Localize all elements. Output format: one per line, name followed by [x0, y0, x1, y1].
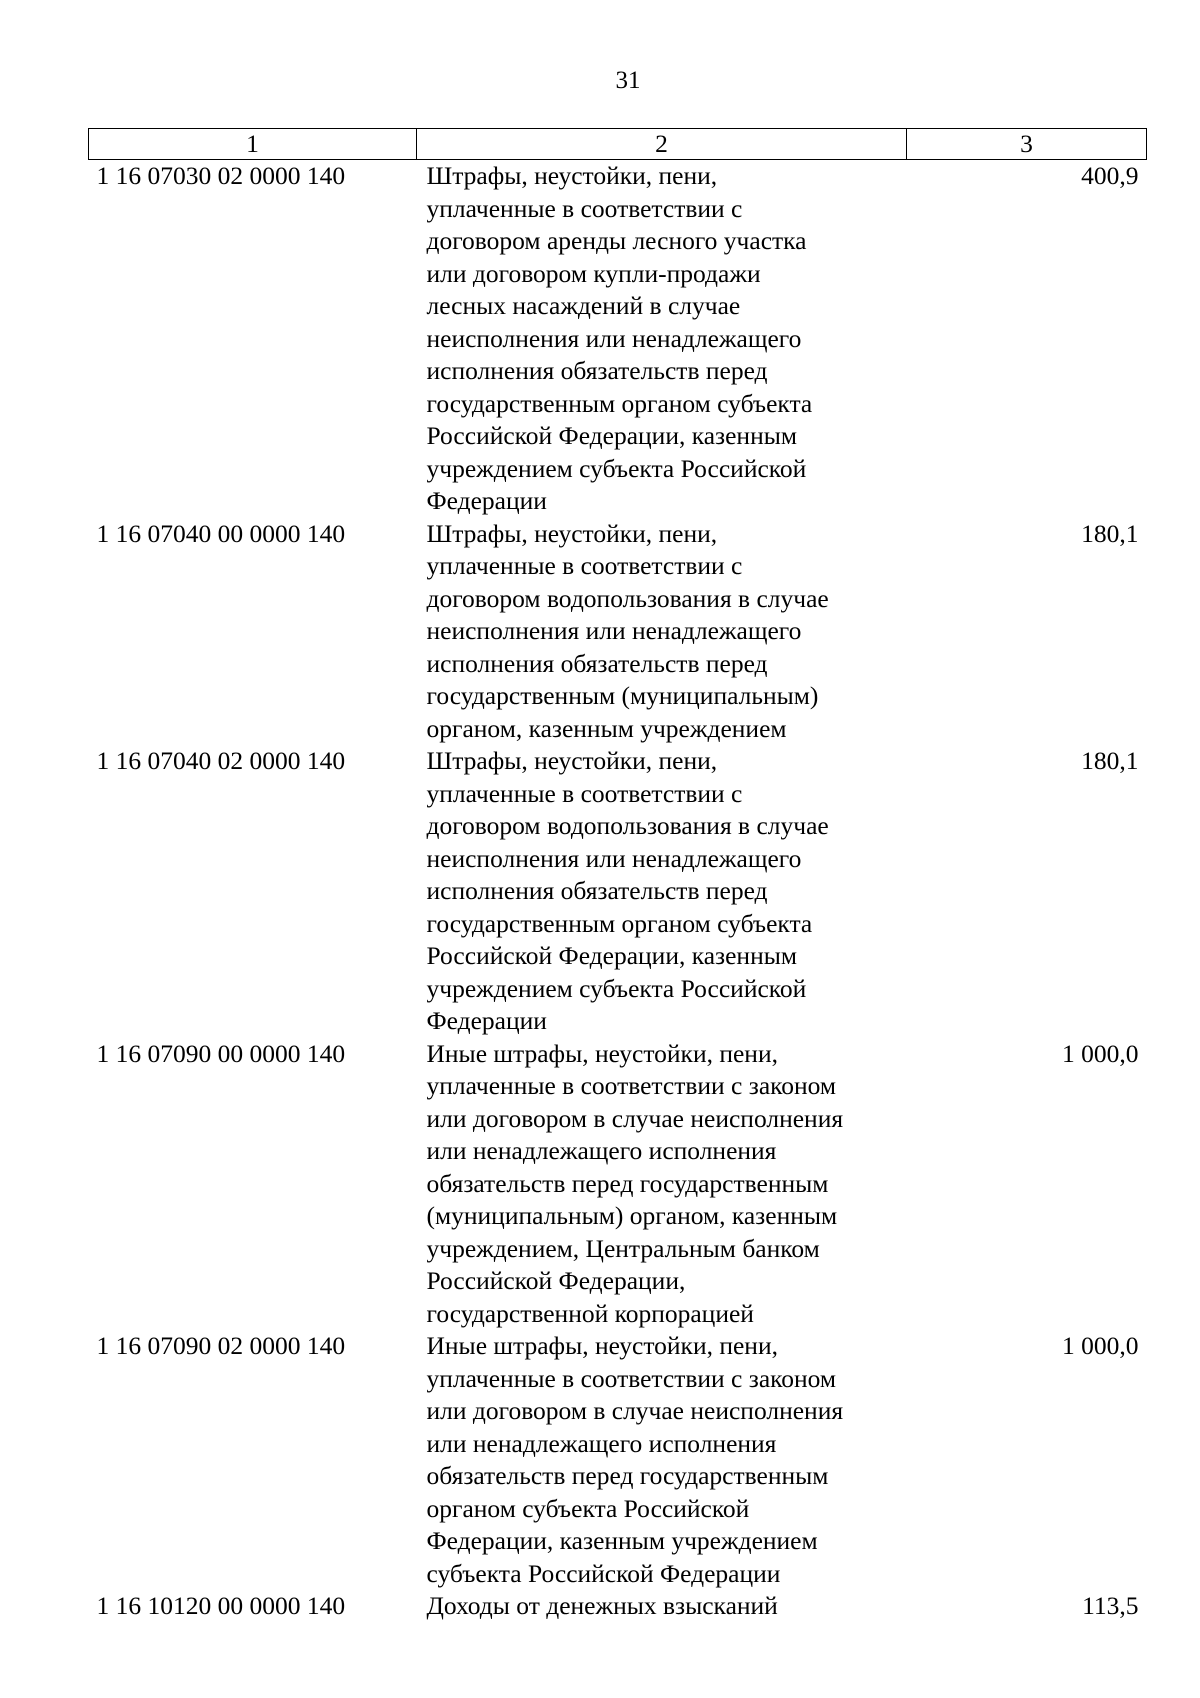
- budget-table: [88, 128, 1147, 1623]
- revenue-code: 1 16 10120 00 0000 140: [96, 1591, 346, 1620]
- table-row: [89, 1330, 1147, 1590]
- description-line: Федерации: [426, 1006, 547, 1035]
- table-row: [89, 745, 1147, 1038]
- description-line: исполнения обязательств перед: [426, 876, 768, 905]
- description-line: государственным органом субъекта: [426, 908, 813, 938]
- description-line: государственным органом субъекта: [426, 388, 813, 418]
- description-line: Доходы от денежных взысканий: [426, 1591, 778, 1620]
- description-line: исполнения обязательств перед: [426, 648, 768, 678]
- revenue-amount: 1 000,0: [1062, 1038, 1139, 1068]
- revenue-amount: 113,5: [1082, 1591, 1139, 1620]
- description-line: государственной корпорацией: [426, 1298, 754, 1328]
- description-line: учреждением, Центральным банком: [426, 1233, 820, 1263]
- revenue-description: [417, 518, 907, 746]
- description-line: Иные штрафы, неустойки, пени,: [426, 1038, 778, 1068]
- description-line: или ненадлежащего исполнения: [426, 1136, 777, 1165]
- description-line: государственным (муниципальным): [426, 681, 819, 710]
- revenue-amount: 180,1: [1081, 746, 1139, 775]
- description-line: обязательств перед государственным: [426, 1461, 829, 1490]
- revenue-description: [417, 1038, 907, 1331]
- table-row: [89, 160, 1147, 518]
- revenue-description: [417, 160, 907, 518]
- revenue-amount: 1 000,0: [1062, 1331, 1139, 1360]
- description-line: Штрафы, неустойки, пени,: [426, 518, 718, 548]
- description-line: договором водопользования в случае: [426, 811, 829, 840]
- table-row: [89, 1038, 1147, 1331]
- page-number: 31: [615, 67, 641, 94]
- description-line: Федерации: [426, 486, 547, 515]
- table-row: [89, 1590, 1147, 1623]
- description-line: Федерации, казенным учреждением: [426, 1526, 818, 1555]
- description-line: обязательств перед государственным: [426, 1168, 829, 1198]
- description-line: уплаченные в соответствии с: [426, 551, 743, 580]
- description-line: Штрафы, неустойки, пени,: [426, 746, 718, 775]
- description-line: Штрафы, неустойки, пени,: [426, 161, 718, 190]
- revenue-code: 1 16 07090 02 0000 140: [96, 1331, 346, 1360]
- description-line: неисполнения или ненадлежащего: [426, 616, 802, 645]
- description-line: договором аренды лесного участка: [426, 226, 807, 255]
- description-line: лесных насаждений в случае: [426, 291, 741, 320]
- table-row: [89, 518, 1147, 746]
- revenue-description: [417, 1330, 907, 1590]
- column-header-1: 1: [89, 129, 417, 160]
- description-line: субъекта Российской Федерации: [426, 1558, 781, 1588]
- description-line: Российской Федерации, казенным: [426, 421, 797, 450]
- description-line: исполнения обязательств перед: [426, 356, 768, 385]
- description-line: или договором в случае неисполнения: [426, 1103, 844, 1133]
- table-header-row: [89, 129, 1147, 160]
- description-line: органом, казенным учреждением: [426, 713, 787, 743]
- description-line: Российской Федерации,: [426, 1266, 686, 1295]
- description-line: органом субъекта Российской: [426, 1493, 750, 1523]
- revenue-description: [417, 745, 907, 1038]
- description-line: неисполнения или ненадлежащего: [426, 843, 802, 873]
- revenue-amount: 180,1: [1081, 518, 1139, 548]
- table-body: [89, 160, 1147, 1623]
- description-line: учреждением субъекта Российской: [426, 973, 807, 1003]
- description-line: или договором купли-продажи: [426, 258, 761, 288]
- description-line: уплаченные в соответствии с: [426, 778, 743, 808]
- revenue-code: 1 16 07040 02 0000 140: [96, 746, 346, 775]
- description-line: (муниципальным) органом, казенным: [426, 1201, 838, 1230]
- description-line: Российской Федерации, казенным: [426, 941, 797, 970]
- description-line: уплаченные в соответствии с законом: [426, 1071, 837, 1100]
- description-line: договором водопользования в случае: [426, 583, 829, 613]
- revenue-description: [417, 1590, 907, 1623]
- revenue-code: 1 16 07090 00 0000 140: [96, 1038, 346, 1068]
- description-line: уплаченные в соответствии с: [426, 193, 743, 223]
- description-line: неисполнения или ненадлежащего: [426, 323, 802, 353]
- revenue-amount: 400,9: [1081, 161, 1139, 190]
- description-line: учреждением субъекта Российской: [426, 453, 807, 483]
- revenue-code: 1 16 07040 00 0000 140: [96, 518, 346, 548]
- description-line: Иные штрафы, неустойки, пени,: [426, 1331, 778, 1360]
- description-line: уплаченные в соответствии с законом: [426, 1363, 837, 1393]
- description-line: или договором в случае неисполнения: [426, 1396, 844, 1425]
- column-header-2: 2: [417, 129, 907, 160]
- column-header-3: 3: [907, 129, 1147, 160]
- revenue-code: 1 16 07030 02 0000 140: [96, 161, 346, 190]
- description-line: или ненадлежащего исполнения: [426, 1428, 777, 1458]
